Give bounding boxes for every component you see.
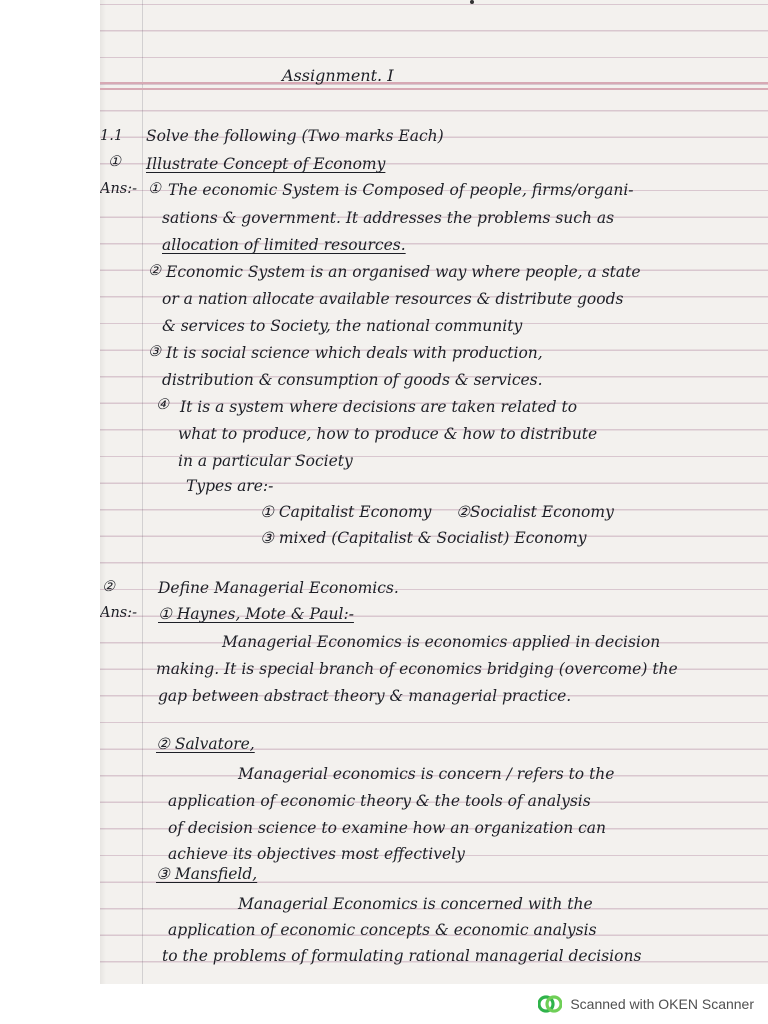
q2-def1-line2: making. It is special branch of economics bridging (overcome) the: [156, 660, 678, 678]
q2-def3-author: ③ Mansfield,: [156, 865, 258, 883]
q1-question: Illustrate Concept of Economy: [146, 155, 386, 173]
section-number: 1.1: [100, 128, 124, 144]
q1-point1-line3: allocation of limited resources.: [162, 236, 406, 254]
q2-def2-line2: application of economic theory & the tools of analysis: [168, 792, 591, 810]
q1-number: ①: [108, 154, 121, 170]
q2-def1-line1: Managerial Economics is economics applied in decision: [222, 633, 661, 651]
q1-point3-number: ③: [148, 344, 161, 360]
q2-def1-line3: gap between abstract theory & managerial practice.: [158, 687, 572, 705]
notebook-page: [100, 0, 768, 984]
q1-point2-line3: & services to Society, the national community: [162, 317, 523, 335]
q2-def3-line1: Managerial Economics is concerned with the: [238, 895, 593, 913]
q2-question: Define Managerial Economics.: [158, 579, 399, 597]
q2-def1-author: ① Haynes, Mote & Paul:-: [158, 605, 354, 623]
q1-point4-line1: It is a system where decisions are taken related to: [180, 398, 578, 416]
q2-def3-line2: application of economic concepts & economic analysis: [168, 921, 597, 939]
q1-types-heading: Types are:-: [186, 477, 274, 495]
q2-answer-label: Ans:-: [100, 605, 138, 621]
q1-point2-line1: Economic System is an organised way where people, a state: [166, 263, 641, 281]
q1-point1-line2: sations & government. It addresses the problems such as: [162, 209, 615, 227]
q2-def2-line4: achieve its objectives most effectively: [168, 845, 465, 863]
oken-scanner-logo-icon: [538, 994, 562, 1014]
q2-def3-line3: to the problems of formulating rational managerial decisions: [162, 947, 642, 965]
q1-point2-number: ②: [148, 263, 161, 279]
q1-point4-line3: in a particular Society: [178, 452, 353, 470]
q1-type-socialist: ②Socialist Economy: [456, 503, 614, 521]
header-rule-bottom: [100, 88, 768, 90]
q1-point4-number: ④: [156, 397, 169, 413]
q1-point2-line2: or a nation allocate available resources & distribute goods: [162, 290, 624, 308]
margin-rule: [142, 0, 143, 984]
q1-point4-line2: what to produce, how to produce & how to distribute: [178, 425, 598, 443]
q1-point3-line1: It is social science which deals with production,: [166, 344, 543, 362]
q2-def2-author: ② Salvatore,: [156, 735, 255, 753]
scanner-watermark: [538, 994, 754, 1014]
q1-point3-line2: distribution & consumption of goods & services.: [162, 371, 543, 389]
q1-type-capitalist: ① Capitalist Economy: [260, 503, 432, 521]
q1-point1-number: ①: [148, 181, 161, 197]
instruction-text: Solve the following (Two marks Each): [146, 127, 444, 145]
paper-speck: [470, 0, 474, 4]
q1-type-mixed: ③ mixed (Capitalist & Socialist) Economy: [260, 529, 587, 547]
q2-number: ②: [102, 579, 115, 595]
header-rule-top: [100, 82, 768, 84]
scanner-watermark-text: Scanned with OKEN Scanner: [570, 996, 754, 1012]
page-title: Assignment. I: [282, 66, 394, 85]
q1-answer-label: Ans:-: [100, 181, 138, 197]
q2-def2-line1: Managerial economics is concern / refers to the: [238, 765, 615, 783]
q2-def2-line3: of decision science to examine how an organization can: [168, 819, 607, 837]
q1-point1-line1: The economic System is Composed of people, firms/organi-: [168, 181, 634, 199]
